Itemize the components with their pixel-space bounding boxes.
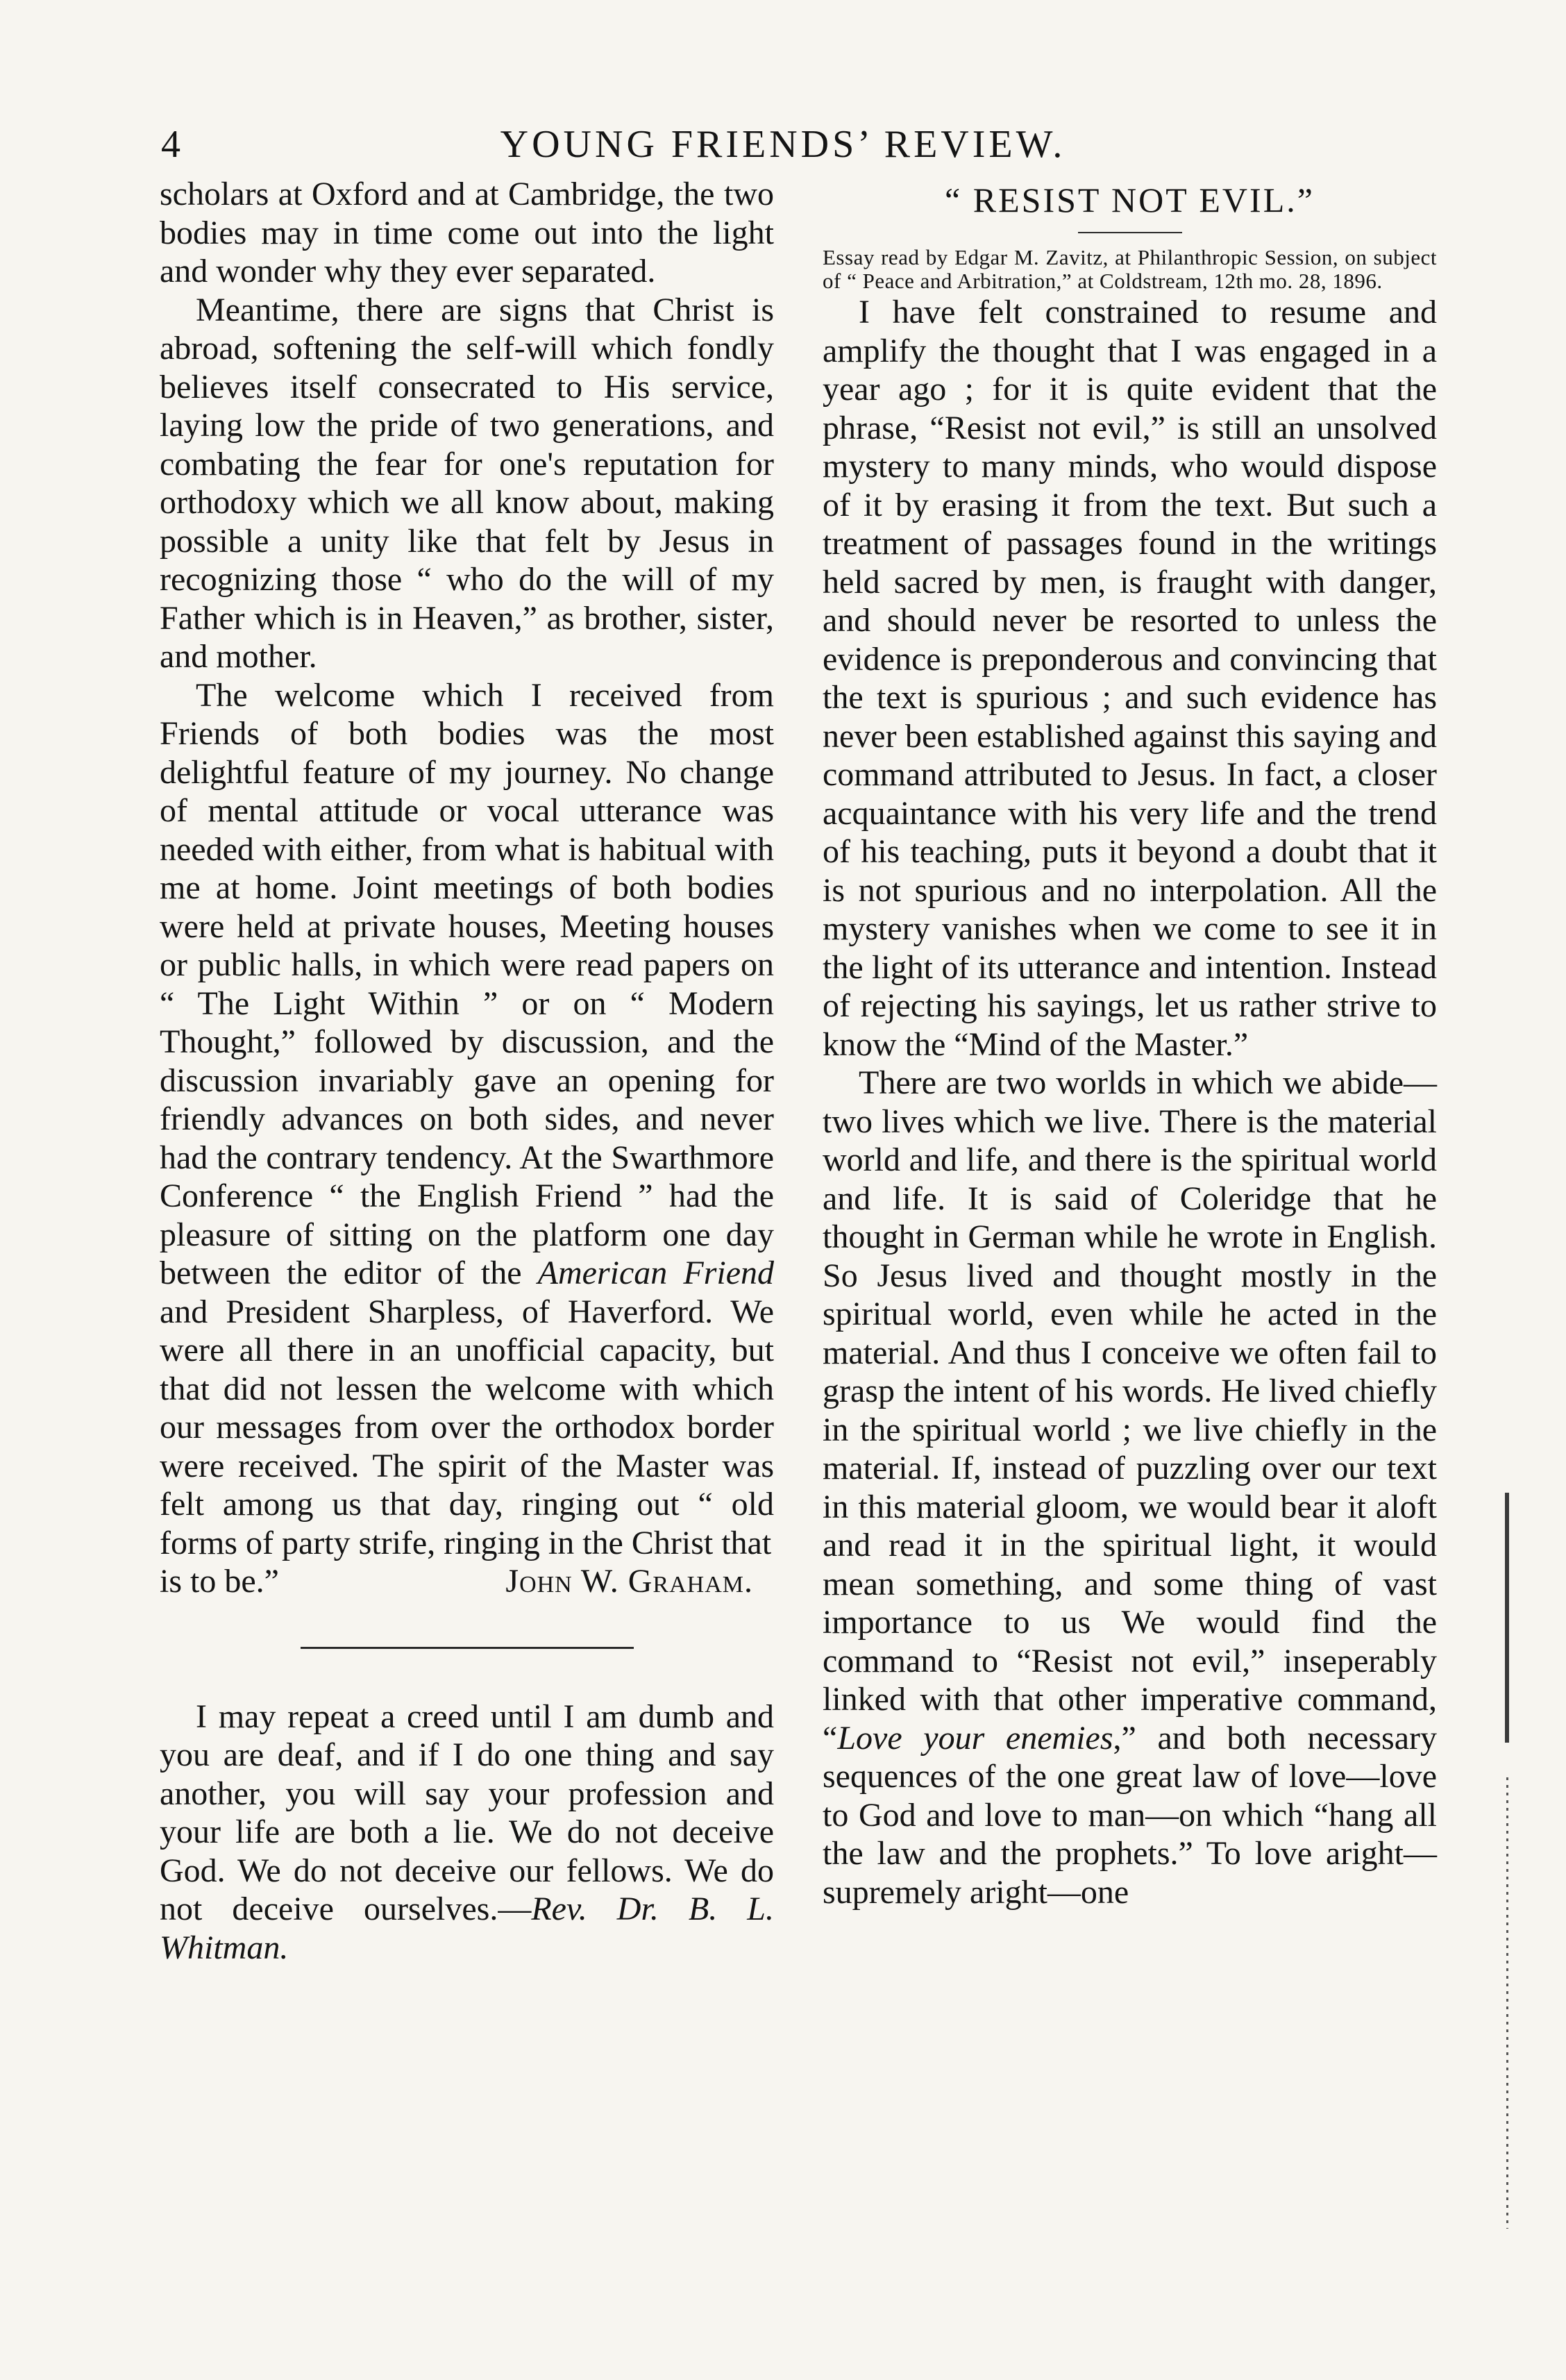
american-friend-title: American Friend [537,1255,775,1291]
left-paragraph-3-text-a: The welcome which I received from Friends of both bodies was the most delightful feature of my journey. No change of mental attitude or vocal utterance was needed with either, from what is habitual with me at home. Joint meetings of both bodies were held at private houses, Meeting houses or public halls, in which were read papers on “ The Light Within ” or on “ Modern Thought,” followed by discussion, and the discussion invariably gave an opening for friendly advances on both sides, and never had the contrary tendency. At the Swarthmore Conference “ the English Friend ” had the pleasure of sitting on the platform one day between the editor of the [160,676,774,1291]
closing-line [160,1562,774,1601]
left-paragraph-3 [160,676,774,1563]
left-paragraph-3-text-b: and President Sharpless, of Haverford. We were all there in an unofficial capacity, but that did not lessen the welcome with which our messages from over the orthodox border were received. The spirit of the Master was felt among us that day, ringing out “ old forms of party strife, ringing in the Christ that [160,1293,774,1561]
quotation-text: I may repeat a creed until I am dumb and you are deaf, and if I do one thing and say another, you will say your profession and your life are both a lie. We do not deceive God. We do not deceive our fellows. We do not deceive ourselves.— [160,1698,774,1927]
margin-mark [1505,1493,1509,1743]
quotation [160,1698,774,1968]
right-paragraph-1: I have felt constrained to resume and amplify the thought that I was engaged in a year ago ; for it is quite evident that the phrase, “Resist not evil,” is still an unsolved mystery to many minds, who would dispose of it by erasing it from the text. But such a treatment of passages found in the writings held sacred by men, is fraught with danger, and should never be resorted to unless the evidence is preponderous and convincing that the text is spurious ; and such evidence has never been established against this saying and command attributed to Jesus. In fact, a closer acquaintance with his very life and the trend of his teaching, puts it beyond a doubt that it is not spurious and no interpolation. All the mystery vanishes when we come to see it in the light of its utterance and intention. Instead of rejecting his sayings, let us rather strive to know the “Mind of the Master.” [823,294,1437,1063]
article-title: “ RESIST NOT EVIL.” [945,181,1315,219]
closing-text: is to be.” [160,1563,279,1600]
left-paragraph-2: Meantime, there are signs that Christ is abroad, softening the self-will which fondly believes itself consecrated to His service, laying low the pride of two generations, and combating the fear for one's reputation for orthodoxy which we all know about, making possible a unity like that felt by Jesus in recognizing those “ who do the will of my Father which is in Heaven,” as brother, sister, and mother. [160,291,774,675]
left-column [160,175,774,1967]
left-paragraph-1: scholars at Oxford and at Cambridge, the two bodies may in time come out into the light and wonder why they ever separated. [160,176,774,290]
right-paragraph-2-text-a: There are two worlds in which we abide—two lives which we live. There is the material world and life, and there is the spiritual world and life. It is said of Coleridge that he thought in German while he wrote in English. So Jesus lived and thought mostly in the spiritual world, even while he acted in the material. And thus I conceive we often fail to grasp the intent of his words. He lived chiefly in the spiritual world ; we live chiefly in the material. If, instead of puzzling over our text in this material gloom, we would bear it aloft and read it in the spiritual light, it would mean something, and some thing of vast importance to us We would find the command to “Resist not evil,” inseperably linked with that other imperative command, “ [823,1064,1437,1757]
article-byline: Essay read by Edgar M. Zavitz, at Philanthropic Session, on subject of “ Peace and Arbitration,” at Coldstream, 12th mo. 28, 1896. [823,245,1437,293]
page-number: 4 [161,123,180,166]
title-divider [1078,232,1182,233]
right-paragraph-2 [823,1064,1437,1911]
margin-mark-dotted [1506,1777,1508,2229]
section-divider [301,1647,634,1649]
running-header [0,117,1566,172]
quotation-attribution: Rev. Dr. B. L. Whitman. [160,1891,774,1966]
journal-title: YOUNG FRIENDS’ REVIEW. [500,123,1066,166]
author-signature: John W. Graham. [505,1563,753,1600]
right-column [823,175,1437,1911]
love-your-enemies-phrase: Love your enemies [837,1719,1113,1757]
right-paragraph-2-text-b: ,” and both necessary sequences of the one great law of love—love to God and love to man—on which “hang all the law and the prophets.” To love aright—supremely aright—one [823,1719,1437,1911]
